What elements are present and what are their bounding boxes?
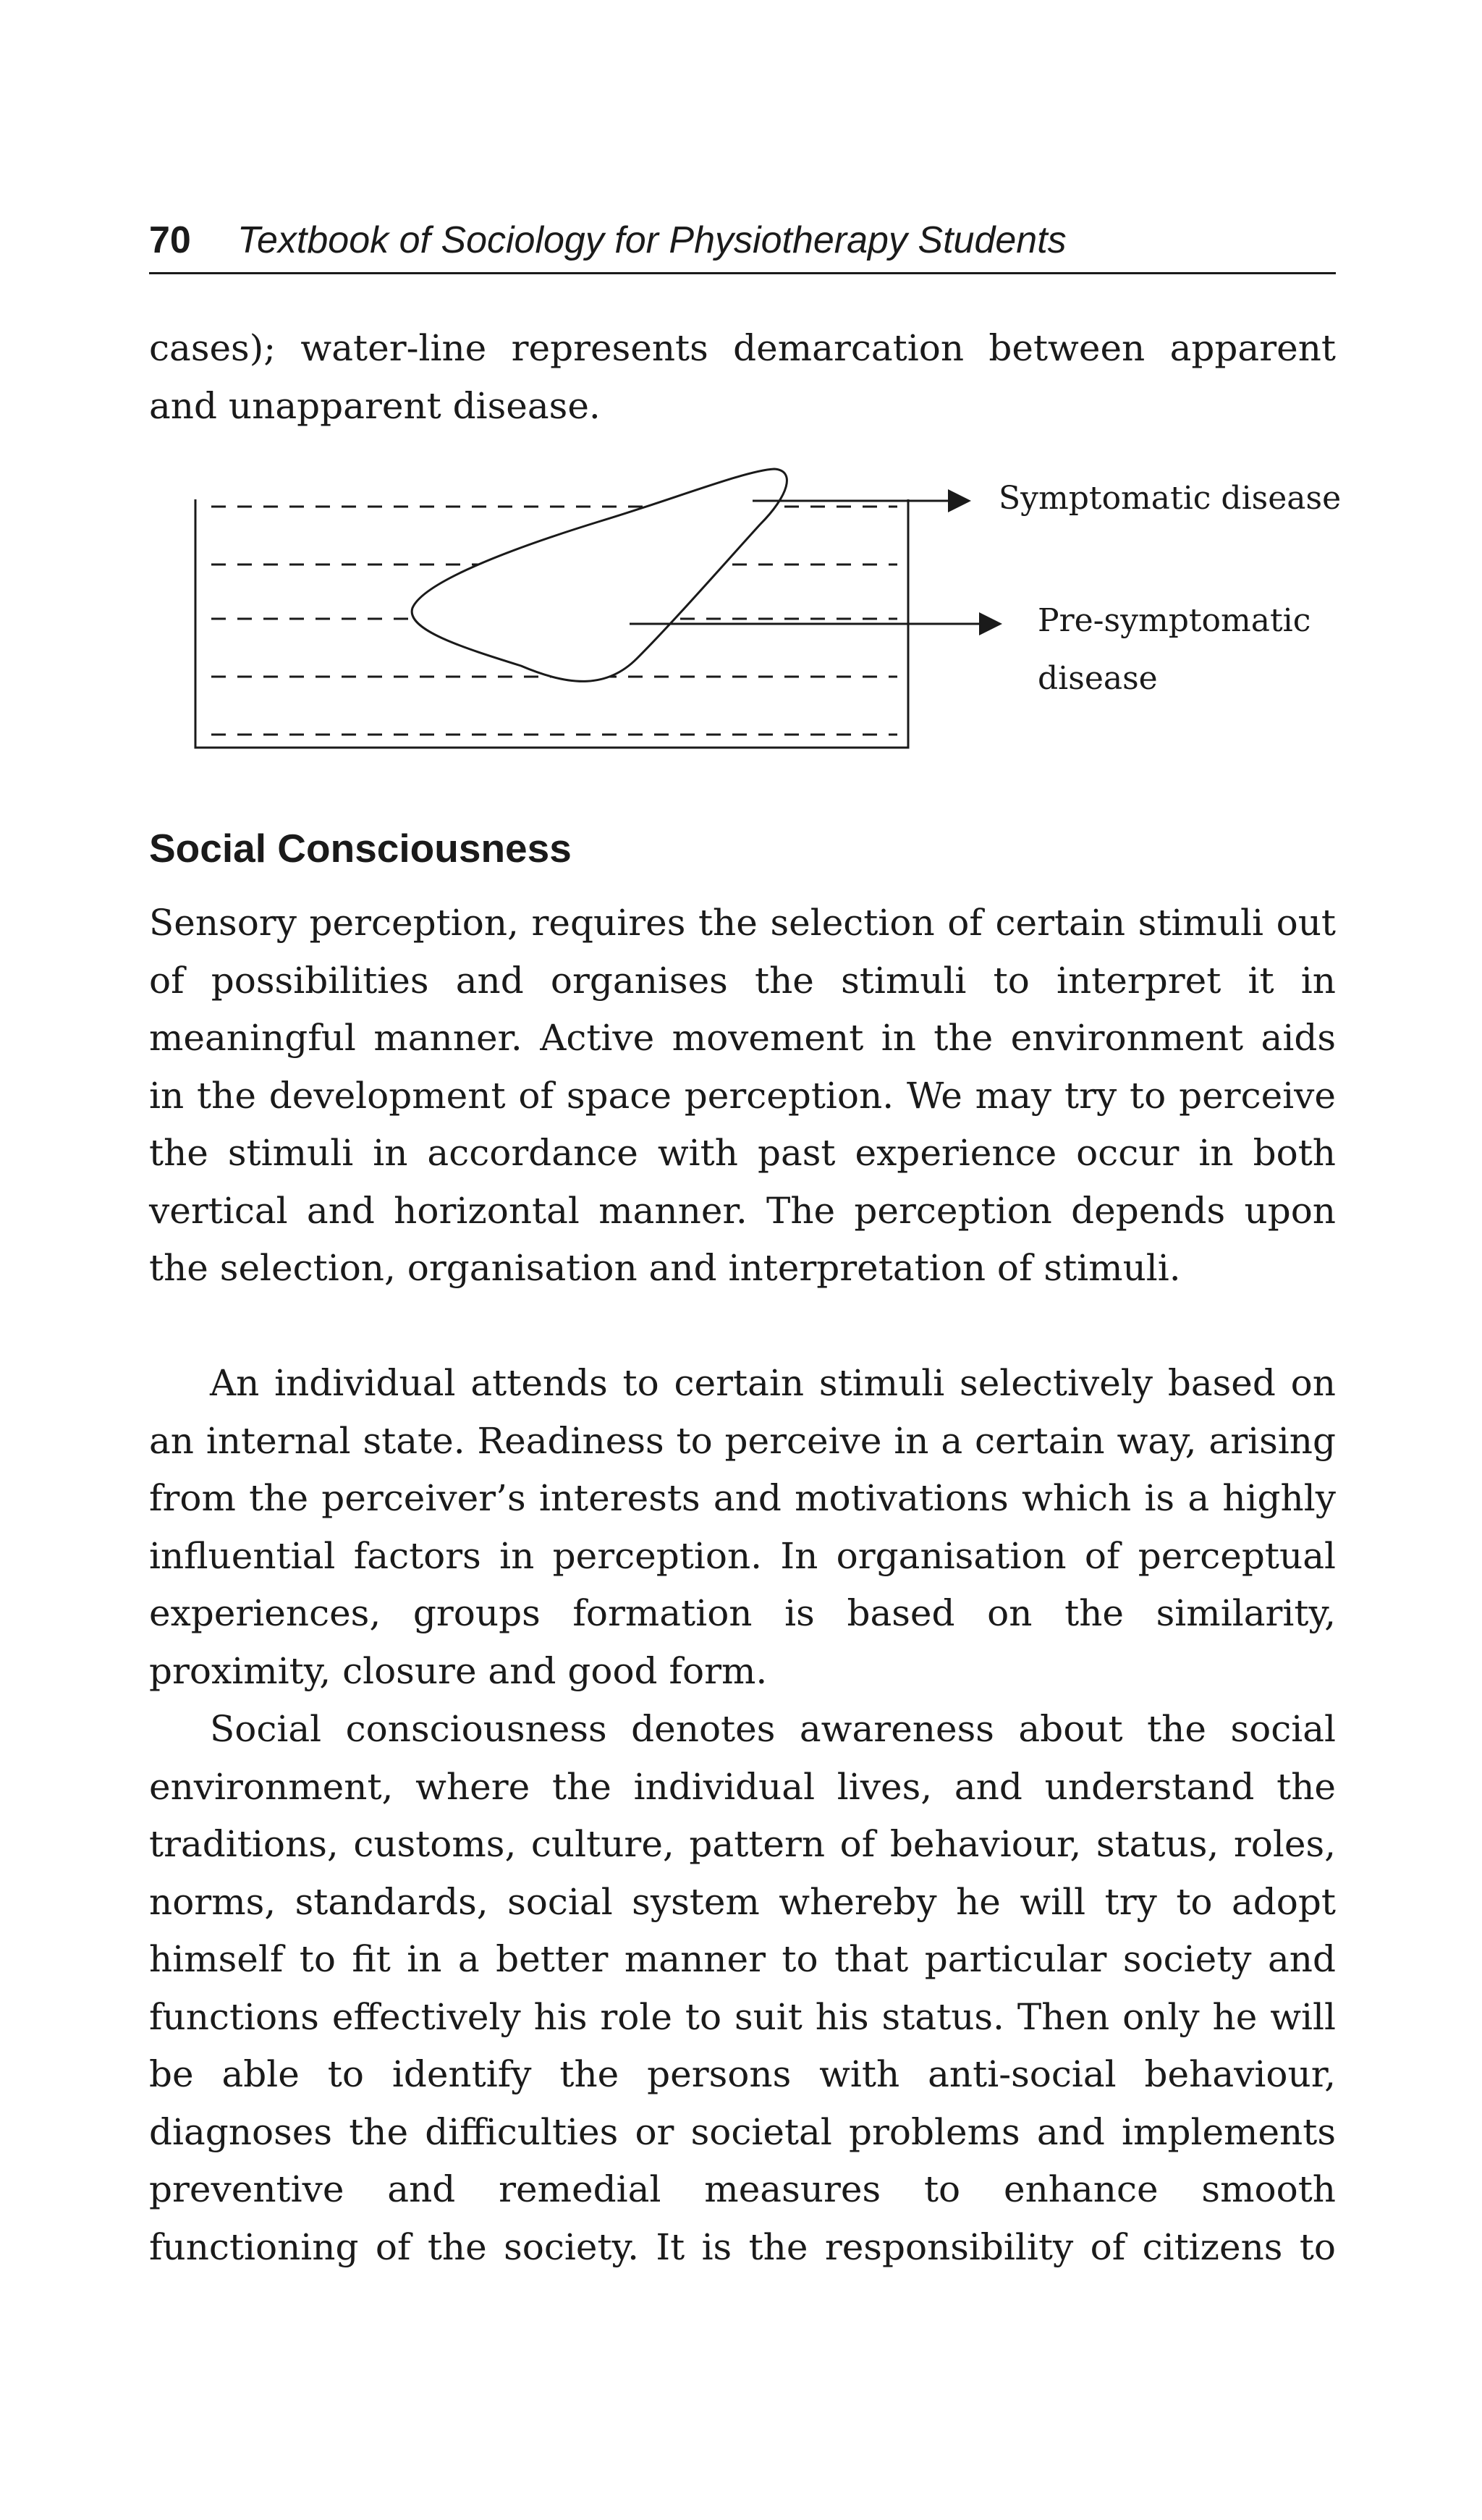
label-symptomatic: Symptomatic disease (999, 480, 1342, 517)
arrow-presymptomatic-head (979, 612, 1002, 635)
label-presymptomatic-line2: disease (1038, 660, 1158, 697)
section-heading: Social Consciousness (149, 826, 572, 871)
intro-paragraph: cases); water-line represents demarcation between apparent and unapparent disease. (149, 327, 1336, 427)
arrow-symptomatic-head (948, 489, 971, 512)
paragraph-1: Sensory perception, requires the selection of certain stimuli out of possibilities and organises the stimuli to interpret it in meaningful manner. Active movement in the environment aids in the development of space perception. We may try to perceive the stimuli in accordance with past experience occur in both vertical and horizontal manner. The perception depends upon the selection, organisation and interpretation of stimuli. (149, 902, 1336, 1289)
paragraph-2: An individual attends to certain stimuli selectively based on an internal state. Readiness to perceive in a certain way, arising from the perceiver’s interests and motivations which is a highly influential factors in perception. In organisation of perceptual experiences, groups formation is based on the similarity, proximity, closure and good form. (149, 1362, 1336, 1692)
running-title: Textbook of Sociology for Physiotherapy Students (237, 219, 1067, 261)
label-presymptomatic-line1: Pre-symptomatic (1038, 602, 1311, 639)
paragraph-3: Social consciousness denotes awareness about the social environment, where the individual lives, and understand the traditions, customs, culture, pattern of behaviour, status, roles, norms, standards, social system whereby he will try to adopt himself to fit in a better manner to that particular society and functions effectively his role to suit his status. Then only he will be able to identify the persons with anti-social behaviour, diagnoses the difficulties or societal problems and implements preventive and remedial measures to enhance smooth functioning of the society. It is the responsibility of citizens to (149, 1708, 1336, 2268)
iceberg-outline (412, 469, 787, 681)
page-number: 70 (149, 219, 191, 261)
iceberg-disease-diagram (0, 0, 1482, 796)
